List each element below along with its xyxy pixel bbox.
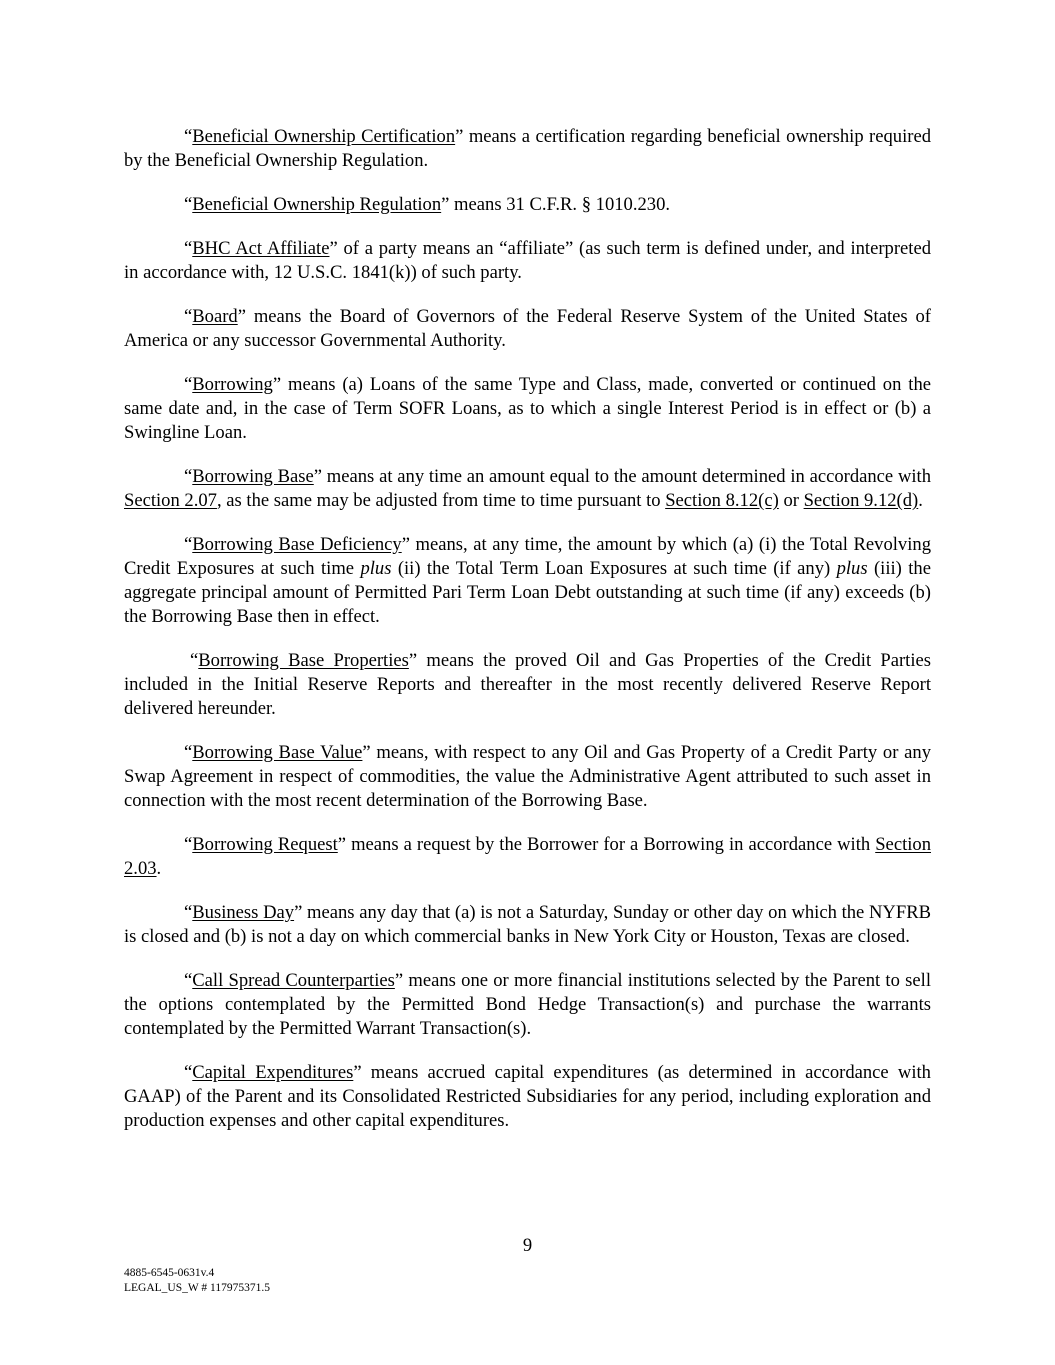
section-reference: Section 8.12(c) — [665, 490, 779, 511]
definition-text: (ii) the Total Term Loan Exposures at such time (if any) — [391, 558, 837, 579]
definition-bhc-act-affiliate: “BHC Act Affiliate” of a party means an “affiliate” (as such term is defined under, and interpreted in accordance with, 12 U.S.C. 1841(k)) of such party. — [124, 238, 931, 283]
defined-term: Board — [192, 306, 238, 327]
definition-board: “Board” means the Board of Governors of the Federal Reserve System of the United States of America or any successor Governmental Authority. — [124, 306, 931, 351]
section-reference: Section 2.07 — [124, 490, 217, 511]
definition-text: ” means one or more financial institutions selected by the Parent to sell the options contemplated by the Permitted Bond Hedge Transaction(s) and purchase the warrants contemplated by the Permitted Warrant Transaction(s). — [124, 970, 931, 1039]
definition-business-day: “Business Day” means any day that (a) is not a Saturday, Sunday or other day on which the NYFRB is closed and (b) is not a day on which commercial banks in New York City or Houston, Texas are closed. — [124, 902, 932, 947]
definition-text: ” means, at any time, the amount by which (a) (i) the Total Revolving Credit Exposures at such time — [124, 534, 931, 579]
definitions-list — [124, 125, 931, 1153]
definition-text: ” means (a) Loans of the same Type and Class, made, converted or continued on the same date and, in the case of Term SOFR Loans, as to which a single Interest Period is in effect or (b) a Swingline Loan. — [124, 374, 931, 443]
defined-term: Beneficial Ownership Regulation — [192, 194, 442, 215]
section-reference: Section 9.12(d) — [803, 490, 919, 511]
definition-beneficial-ownership-certification: “Beneficial Ownership Certification” means a certification regarding beneficial ownership required by the Beneficial Ownership Regulation. — [124, 126, 932, 171]
definition-borrowing-base-deficiency: “Borrowing Base Deficiency” means, at any time, the amount by which (a) (i) the Total Revolving Credit Exposures at such time plus (ii) the Total Term Loan Exposures at such time (if any) plus (iii) the aggregate principal amount of Permitted Pari Term Loan Debt outstanding at such time (if any) exceeds (b) the Borrowing Base then in effect. — [124, 534, 931, 627]
defined-term: Call Spread Counterparties — [192, 970, 395, 991]
defined-term: Beneficial Ownership Certification — [192, 126, 456, 147]
definition-text: or — [778, 490, 804, 511]
definition-borrowing-base-properties: “Borrowing Base Properties” means the proved Oil and Gas Properties of the Credit Parties included in the Initial Reserve Reports and thereafter in the most recently delivered Reserve Report delivered hereunder. — [124, 650, 932, 719]
definition-text: ” means the Board of Governors of the Federal Reserve System of the United States of America or any successor Governmental Authority. — [124, 306, 931, 351]
defined-term: Borrowing Base Value — [192, 742, 363, 763]
footer-doc-id: 4885-6545-0631v.4 — [124, 1267, 215, 1279]
definition-borrowing-base-value: “Borrowing Base Value” means, with respect to any Oil and Gas Property of a Credit Party or any Swap Agreement in respect of commodities, the value the Administrative Agent attributed to such asset in connection with the most recent determination of the Borrowing Base. — [124, 742, 931, 811]
definition-text: ” of a party means an “affiliate” (as such term is defined under, and interpreted in accordance with, 12 U.S.C. 1841(k)) of such party. — [124, 238, 931, 283]
definition-call-spread-counterparties: “Call Spread Counterparties” means one or more financial institutions selected by the Parent to sell the options contemplated by the Permitted Bond Hedge Transaction(s) and purchase the warrants contemplated by the Permitted Warrant Transaction(s). — [124, 970, 931, 1039]
defined-term: Business Day — [192, 902, 295, 923]
definition-borrowing-base: “Borrowing Base” means at any time an amount equal to the amount determined in accordance with Section 2.07, as the same may be adjusted from time to time pursuant to Section 8.12(c) or Section 9.12(d). — [124, 466, 932, 511]
definition-beneficial-ownership-regulation: “Beneficial Ownership Regulation” means 31 C.F.R. § 1010.230. — [184, 194, 671, 215]
definition-text: ” means 31 C.F.R. § 1010.230. — [441, 194, 671, 215]
definition-capital-expenditures: “Capital Expenditures” means accrued capital expenditures (as determined in accordance with GAAP) of the Parent and its Consolidated Restricted Subsidiaries for any period, including exploration and production expenses and other capital expenditures. — [124, 1062, 931, 1131]
definition-text: ” means at any time an amount equal to the amount determined in accordance with — [313, 466, 932, 487]
page-number: 9 — [522, 1235, 533, 1256]
italic-word: plus — [836, 558, 868, 579]
defined-term: Borrowing — [192, 374, 273, 395]
definition-text: (iii) the aggregate principal amount of Permitted Pari Term Loan Debt outstanding at such time (if any) exceeds (b) the Borrowing Base then in effect. — [124, 558, 931, 627]
definition-text: , as the same may be adjusted from time to time pursuant to — [216, 490, 666, 511]
defined-term: Borrowing Request — [192, 834, 338, 855]
definition-borrowing: “Borrowing” means (a) Loans of the same Type and Class, made, converted or continued on the same date and, in the case of Term SOFR Loans, as to which a single Interest Period is in effect or (b) a Swingline Loan. — [124, 374, 931, 443]
definition-borrowing-request: “Borrowing Request” means a request by the Borrower for a Borrowing in accordance with Section 2.03. — [124, 834, 931, 879]
document-footer — [124, 1266, 270, 1296]
defined-term: Borrowing Base Properties — [198, 650, 409, 671]
defined-term: BHC Act Affiliate — [192, 238, 330, 259]
defined-term: Borrowing Base Deficiency — [192, 534, 402, 555]
defined-term: Borrowing Base — [192, 466, 314, 487]
section-reference: Section 2.03 — [124, 834, 931, 879]
footer-legal-id: LEGAL_US_W # 117975371.5 — [124, 1282, 270, 1294]
definition-text: ” means accrued capital expenditures (as determined in accordance with GAAP) of the Parent and its Consolidated Restricted Subsidiaries for any period, including exploration and production expenses and other capital expenditures. — [124, 1062, 931, 1131]
definition-text: ” means a request by the Borrower for a Borrowing in accordance with — [337, 834, 876, 855]
definition-text: ” means, with respect to any Oil and Gas Property of a Credit Party or any Swap Agreement in respect of commodities, the value the Administrative Agent attributed to such asset in connection with the most recent determination of the Borrowing Base. — [124, 742, 931, 811]
definition-text: ” means any day that (a) is not a Saturday, Sunday or other day on which the NYFRB is closed and (b) is not a day on which commercial banks in New York City or Houston, Texas are closed. — [124, 902, 932, 947]
definition-text: ” means a certification regarding beneficial ownership required by the Beneficial Ownership Regulation. — [124, 126, 932, 171]
definition-text: . — [156, 858, 162, 879]
defined-term: Capital Expenditures — [192, 1062, 354, 1083]
italic-word: plus — [360, 558, 392, 579]
definition-text: ” means the proved Oil and Gas Properties of the Credit Parties included in the Initial Reserve Reports and thereafter in the most recently delivered Reserve Report delivered hereunder. — [124, 650, 932, 719]
definition-text: . — [918, 490, 923, 511]
